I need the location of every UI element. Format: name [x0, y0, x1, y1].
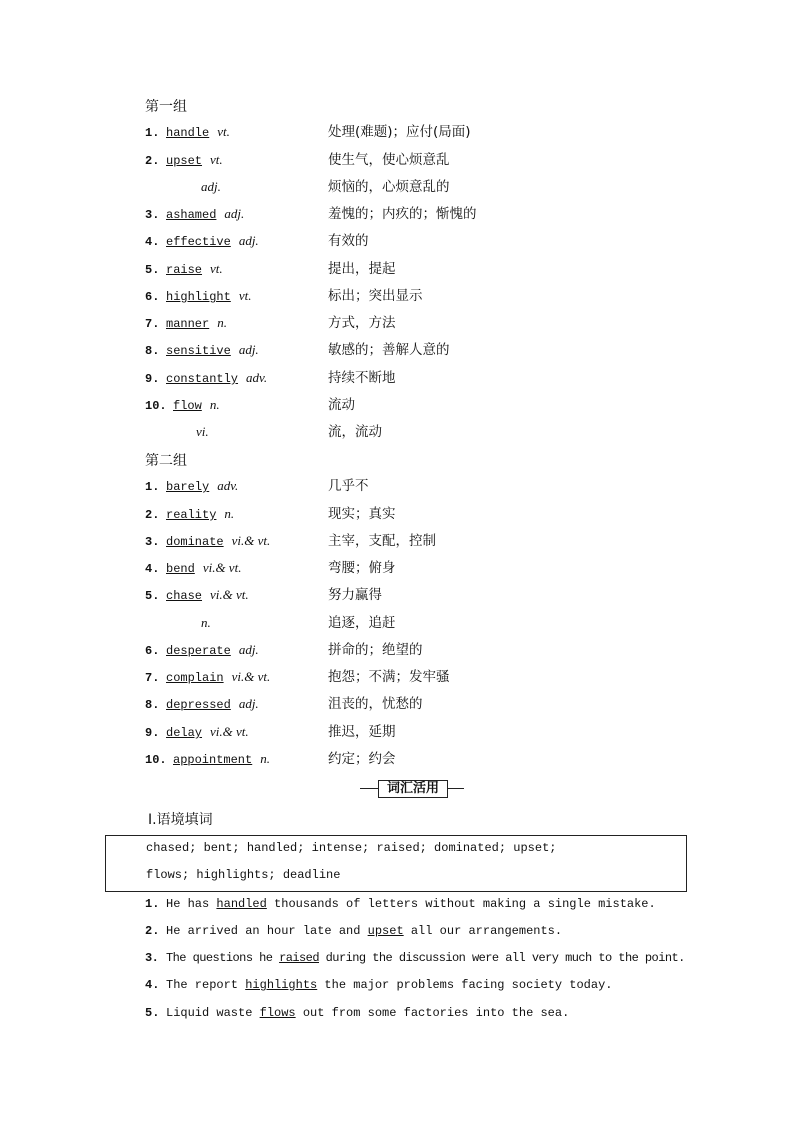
- meaning: 方式，方法: [328, 315, 396, 331]
- part-of-speech: n.: [209, 397, 220, 412]
- part-of-speech: adv.: [217, 478, 239, 493]
- meaning: 流动: [328, 397, 355, 413]
- vocab-word: ashamed: [166, 208, 217, 222]
- vocab-word: reality: [166, 508, 217, 522]
- vocab-word: sensitive: [166, 344, 231, 358]
- sentence-number: 4.: [145, 978, 160, 992]
- item-number: 7.: [145, 671, 160, 685]
- meaning: 流，流动: [328, 424, 382, 440]
- meaning: 拼命的；绝望的: [328, 642, 423, 658]
- item-number: 9.: [145, 726, 160, 740]
- meaning: 烦恼的，心烦意乱的: [328, 179, 450, 195]
- vocab-word: upset: [166, 154, 203, 168]
- section-title: Ⅰ.语境填词: [148, 812, 213, 828]
- exercise-sentence: [145, 975, 705, 995]
- item-number: 1.: [145, 480, 160, 494]
- part-of-speech: n.: [260, 751, 270, 766]
- vocab-row: [145, 749, 705, 769]
- part-of-speech: n.: [224, 506, 235, 521]
- banner-label: 词汇活用: [378, 780, 448, 798]
- word-bank-line-1: chased; bent; handled; intense; raised; dominated; upset;: [146, 841, 557, 855]
- vocab-word: effective: [166, 235, 231, 249]
- item-number: 3.: [145, 208, 160, 222]
- vocab-word: complain: [166, 671, 224, 685]
- vocab-row: [145, 531, 705, 551]
- meaning: 努力赢得: [328, 587, 382, 603]
- meaning: 约定；约会: [328, 751, 396, 767]
- vocab-row: [145, 313, 705, 333]
- vocab-row: [145, 231, 705, 251]
- vocab-row: [145, 640, 705, 660]
- item-number: 5.: [145, 589, 160, 603]
- sentence-number: 3.: [145, 951, 159, 965]
- part-of-speech: vi.& vt.: [210, 724, 249, 739]
- meaning: 沮丧的，忧愁的: [328, 696, 423, 712]
- vocab-word: chase: [166, 589, 203, 603]
- item-number: 8.: [145, 344, 160, 358]
- sentence-text-before: He arrived an hour late and: [166, 924, 368, 938]
- vocab-word: handle: [166, 126, 210, 140]
- part-of-speech: adj.: [201, 179, 221, 194]
- item-number: 9.: [145, 372, 160, 386]
- part-of-speech: vi.& vt.: [202, 560, 242, 575]
- vocab-row: [145, 667, 705, 687]
- part-of-speech: n.: [201, 615, 211, 630]
- sentence-text-before: He has: [166, 897, 217, 911]
- meaning: 有效的: [328, 233, 369, 249]
- vocab-row: [145, 177, 705, 197]
- vocab-row: [145, 694, 705, 714]
- vocab-word: manner: [166, 317, 210, 331]
- item-number: 5.: [145, 263, 160, 277]
- meaning: 羞愧的；内疚的；惭愧的: [328, 206, 477, 222]
- part-of-speech: vi.& vt.: [231, 533, 271, 548]
- part-of-speech: vt.: [238, 288, 252, 303]
- item-number: 2.: [145, 154, 160, 168]
- meaning: 使生气，使心烦意乱: [328, 152, 450, 168]
- part-of-speech: n.: [217, 315, 227, 330]
- vocab-row: [145, 340, 705, 360]
- vocab-word: constantly: [166, 372, 239, 386]
- part-of-speech: adj.: [238, 696, 259, 711]
- group-1-title: 第一组: [145, 99, 187, 115]
- group-2-title: 第二组: [145, 453, 187, 469]
- meaning: 推迟，延期: [328, 724, 396, 740]
- vocab-row: [145, 204, 705, 224]
- meaning: 追逐，追赶: [328, 615, 396, 631]
- banner-rule-left: [360, 788, 378, 789]
- item-number: 6.: [145, 290, 160, 304]
- part-of-speech: vi.& vt.: [231, 669, 271, 684]
- item-number: 4.: [145, 235, 160, 249]
- sentence-text-after: the major problems facing society today.: [317, 978, 613, 992]
- banner-rule-right: [448, 788, 464, 789]
- part-of-speech: vi.& vt.: [210, 587, 249, 602]
- vocab-row: [145, 422, 705, 442]
- vocab-row: [145, 259, 705, 279]
- sentence-text-before: Liquid waste: [166, 1006, 260, 1020]
- sentence-text-after: out from some factories into the sea.: [295, 1006, 570, 1020]
- part-of-speech: adj.: [238, 342, 259, 357]
- answer-word: raised: [279, 951, 319, 965]
- vocab-row: [145, 368, 705, 388]
- sentence-text-after: thousands of letters without making a single mistake.: [266, 897, 656, 911]
- meaning: 几乎不: [328, 478, 369, 494]
- meaning: 标出；突出显示: [328, 288, 423, 304]
- sentence-number: 5.: [145, 1006, 160, 1020]
- item-number: 10.: [145, 399, 167, 413]
- part-of-speech: adj.: [238, 233, 259, 248]
- part-of-speech: vt.: [210, 152, 223, 167]
- item-number: 8.: [145, 698, 160, 712]
- meaning: 提出，提起: [328, 261, 396, 277]
- item-number: 3.: [145, 535, 160, 549]
- item-number: 7.: [145, 317, 160, 331]
- meaning: 抱怨；不满；发牢骚: [328, 669, 450, 685]
- section-banner: [360, 779, 464, 799]
- vocab-word: depressed: [166, 698, 231, 712]
- vocab-row: [145, 613, 705, 633]
- vocab-word: desperate: [166, 644, 231, 658]
- sentence-text-after: during the discussion were all very much to the point.: [319, 951, 685, 965]
- part-of-speech: adj.: [224, 206, 245, 221]
- exercise-sentence: [145, 948, 705, 968]
- part-of-speech: vi.: [196, 424, 209, 439]
- item-number: 10.: [145, 753, 167, 767]
- answer-word: flows: [259, 1006, 296, 1020]
- exercise-sentence: [145, 921, 705, 941]
- item-number: 6.: [145, 644, 160, 658]
- sentence-text-after: all our arrangements.: [403, 924, 563, 938]
- vocab-row: [145, 722, 705, 742]
- part-of-speech: adj.: [238, 642, 259, 657]
- sentence-number: 1.: [145, 897, 160, 911]
- vocab-row: [145, 395, 705, 415]
- word-bank-box: [105, 835, 687, 892]
- part-of-speech: vt.: [210, 261, 223, 276]
- word-bank-line-2: flows; highlights; deadline: [146, 868, 341, 882]
- part-of-speech: vt.: [217, 124, 230, 139]
- vocab-word: appointment: [173, 753, 253, 767]
- meaning: 主宰，支配，控制: [328, 533, 436, 549]
- meaning: 现实；真实: [328, 506, 396, 522]
- sentence-text-before: The questions he: [166, 951, 280, 965]
- vocab-word: barely: [166, 480, 210, 494]
- part-of-speech: adv.: [246, 370, 268, 385]
- answer-word: highlights: [245, 978, 318, 992]
- answer-word: handled: [216, 897, 267, 911]
- item-number: 4.: [145, 562, 160, 576]
- vocab-word: delay: [166, 726, 203, 740]
- vocab-word: dominate: [166, 535, 224, 549]
- vocab-row: [145, 585, 705, 605]
- item-number: 1.: [145, 126, 160, 140]
- vocab-row: [145, 504, 705, 524]
- vocab-word: bend: [166, 562, 195, 576]
- item-number: 2.: [145, 508, 160, 522]
- sentence-number: 2.: [145, 924, 160, 938]
- meaning: 敏感的；善解人意的: [328, 342, 450, 358]
- exercise-sentence: [145, 1003, 705, 1023]
- exercise-sentence: [145, 894, 705, 914]
- vocab-row: [145, 558, 705, 578]
- vocab-word: flow: [173, 399, 202, 413]
- vocab-row: [145, 150, 705, 170]
- meaning: 处理(难题)；应付(局面): [328, 124, 471, 140]
- meaning: 弯腰；俯身: [328, 560, 396, 576]
- vocab-word: highlight: [166, 290, 231, 304]
- sentence-text-before: The report: [166, 978, 246, 992]
- answer-word: upset: [367, 924, 404, 938]
- vocab-row: [145, 286, 705, 306]
- vocab-row: [145, 476, 705, 496]
- meaning: 持续不断地: [328, 370, 396, 386]
- vocab-word: raise: [166, 263, 203, 277]
- vocab-row: [145, 122, 705, 142]
